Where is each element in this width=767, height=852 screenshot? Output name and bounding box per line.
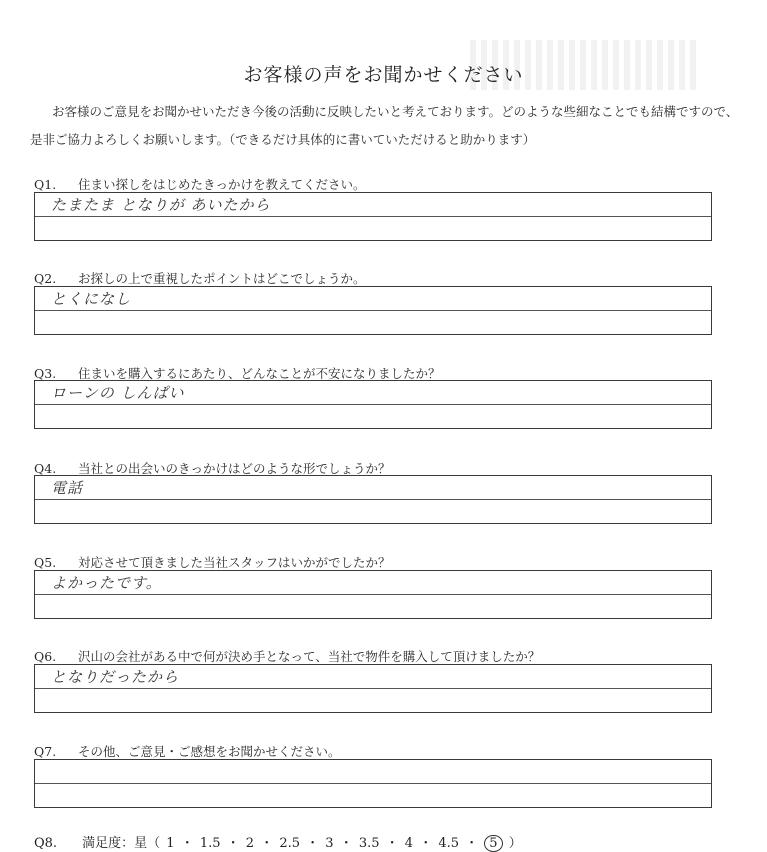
question-2: [34, 269, 366, 287]
handwritten-answer: 電話: [51, 479, 84, 497]
rating-label: 満足度：星（: [82, 836, 161, 851]
answer-line: [35, 216, 711, 217]
question-text: 対応させて頂きました当社スタッフはいかがでしたか？: [77, 555, 391, 570]
rating-close: ）: [508, 836, 522, 851]
handwritten-answer: たまたま となりが あいたから: [51, 196, 271, 214]
rating-option[interactable]: 4: [404, 836, 414, 851]
intro-text: お客様のご意見をお聞かせいただき今後の活動に反映したいと考えております。どのような些細なことでも結構ですので、是非ご協力よろしくお願いします。（できるだけ具体的に書いていただけると助かります）: [30, 104, 739, 147]
answer-box-3[interactable]: [34, 380, 712, 429]
page-title: お客様の声をお聞かせください: [243, 64, 524, 86]
question-number: Q5.: [34, 555, 57, 570]
question-1: [34, 175, 366, 193]
rating-option[interactable]: 1: [166, 836, 175, 851]
answer-box-4[interactable]: [34, 475, 712, 524]
rating-option[interactable]: 3: [325, 836, 334, 851]
question-text: 住まいを購入するにあたり、どんなことが不安になりましたか？: [77, 366, 441, 381]
question-text: 沢山の会社がある中で何が決め手となって、当社で物件を購入して頂けましたか？: [77, 649, 541, 664]
question-text: 住まい探しをはじめたきっかけを教えてください。: [77, 177, 366, 192]
rating-option[interactable]: 4.5: [438, 836, 460, 851]
question-text: お探しの上で重視したポイントはどこでしょうか。: [77, 271, 366, 286]
question-number: Q1.: [34, 177, 57, 192]
question-number: Q8.: [34, 836, 58, 851]
handwritten-answer: とくになし: [51, 290, 132, 308]
handwritten-answer: となりだったから: [51, 668, 180, 686]
answer-line: [35, 310, 711, 311]
answer-line: [35, 783, 711, 784]
answer-box-6[interactable]: [34, 664, 712, 713]
rating-option[interactable]: 2: [245, 836, 255, 851]
question-number: Q7.: [34, 744, 57, 759]
question-number: Q3.: [34, 366, 57, 381]
answer-line: [35, 499, 711, 500]
answer-box-2[interactable]: [34, 286, 712, 335]
answer-box-5[interactable]: [34, 570, 712, 619]
rating-option-selected[interactable]: 5: [484, 835, 502, 852]
question-text: 当社との出会いのきっかけはどのような形でしょうか？: [77, 461, 391, 476]
answer-line: [35, 688, 711, 689]
handwritten-answer: ローンの しんぱい: [51, 384, 185, 402]
rating-options: 1 ・ 1.5 ・ 2 ・ 2.5 ・ 3 ・ 3.5 ・ 4 ・ 4.5 ・ 5: [164, 836, 508, 851]
question-5: [34, 553, 391, 571]
question-7: [34, 742, 341, 760]
answer-line: [35, 404, 711, 405]
rating-option[interactable]: 3.5: [358, 836, 380, 851]
handwritten-answer: よかったです。: [51, 574, 162, 592]
question-6: [34, 647, 540, 665]
answer-box-1[interactable]: [34, 192, 712, 241]
question-number: Q4.: [34, 461, 57, 476]
rating-option[interactable]: 2.5: [279, 836, 301, 851]
question-number: Q6.: [34, 649, 57, 664]
answer-line: [35, 594, 711, 595]
question-number: Q2.: [34, 271, 57, 286]
answer-box-7[interactable]: [34, 759, 712, 808]
rating-option[interactable]: 1.5: [199, 836, 221, 851]
satisfaction-rating: [34, 832, 522, 852]
question-text: その他、ご意見・ご感想をお聞かせください。: [77, 744, 341, 759]
